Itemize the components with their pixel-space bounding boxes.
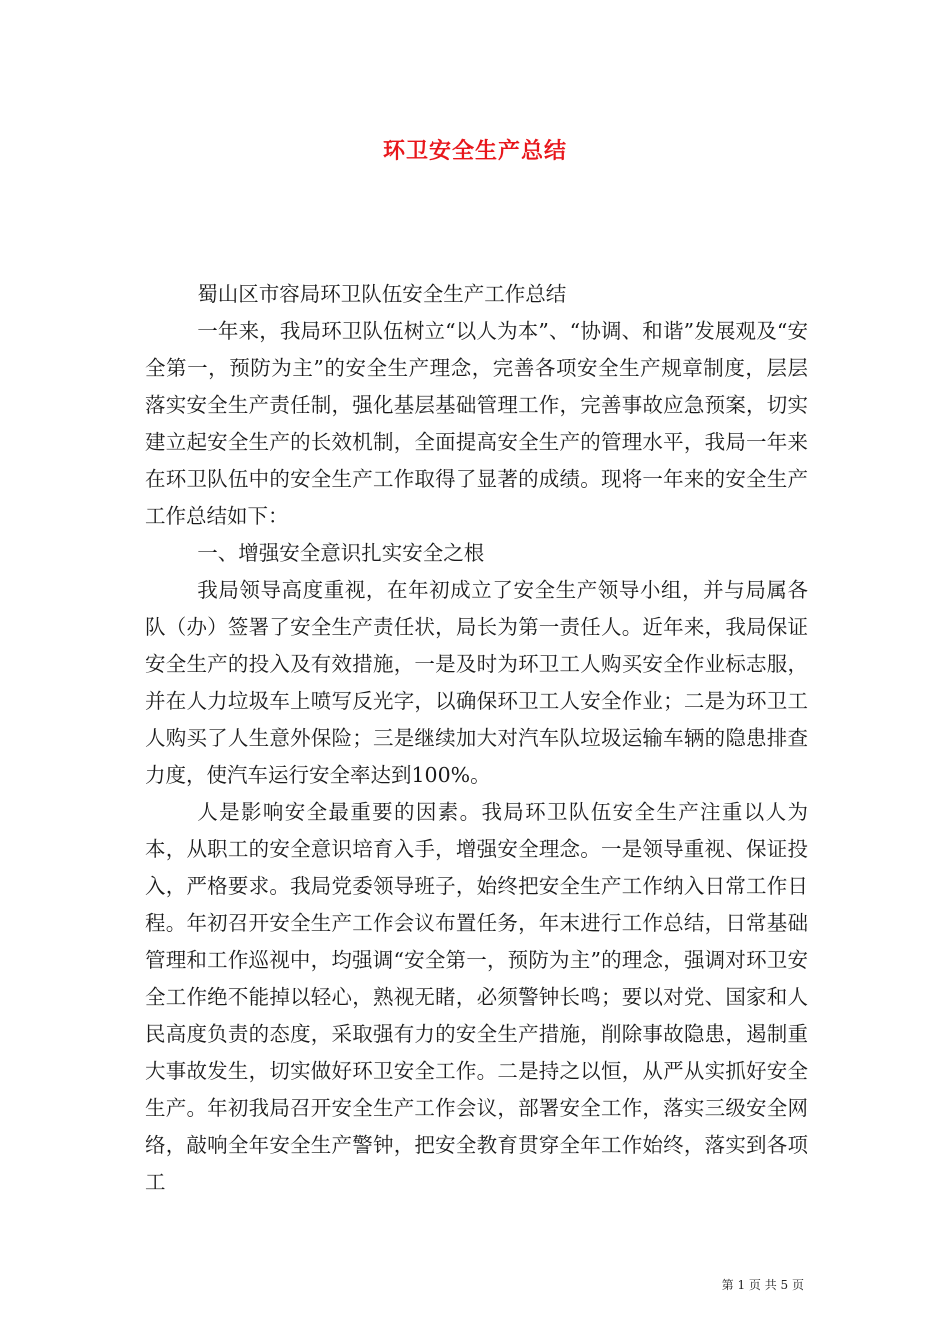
intro-paragraph: 一年来，我局环卫队伍树立“以人为本”、“协调、和谐”发展观及“安全第一，预防为主”的安全生产理念，完善各项安全生产规章制度，层层落实安全生产责任制，强化基层基础管理工作，完善事故应急预案，切实建立起安全生产的长效机制，全面提高安全生产的管理水平，我局一年来在环卫队伍中的安全生产工作取得了显著的成绩。现将一年来的安全生产工作总结如下： — [145, 319, 808, 528]
document-body — [145, 276, 808, 1201]
body-paragraph: 我局领导高度重视，在年初成立了安全生产领导小组，并与局属各队（办）签署了安全生产责任状，局长为第一责任人。近年来，我局保证安全生产的投入及有效措施，一是及时为环卫工人购买安全作业标志服，并在人力垃圾车上喷写反光字，以确保环卫工人安全作业；二是为环卫工人购买了人生意外保险；三是继续加大对汽车队垃圾运输车辆的隐患排查力度，使汽车运行安全率达到100%。 — [145, 578, 808, 787]
page-number: 第 1 页 共 5 页 — [721, 1278, 804, 1292]
document-title: 环卫安全生产总结 — [382, 138, 567, 164]
section-heading: 一、增强安全意识扎实安全之根 — [197, 541, 485, 565]
body-paragraph: 人是影响安全最重要的因素。我局环卫队伍安全生产注重以人为本，从职工的安全意识培育入手，增强安全理念。一是领导重视、保证投入，严格要求。我局党委领导班子，始终把安全生产工作纳入日常工作日程。年初召开安全生产工作会议布置任务，年末进行工作总结，日常基础管理和工作巡视中，均强调“安全第一，预防为主”的理念，强调对环卫安全工作绝不能掉以轻心，熟视无睹，必须警钟长鸣；要以对党、国家和人民高度负责的态度，采取强有力的安全生产措施，削除事故隐患，遏制重大事故发生，切实做好环卫安全工作。二是持之以恒，从严从实抓好安全生产。年初我局召开安全生产工作会议，部署安全工作，落实三级安全网络，敲响全年安全生产警钟，把安全教育贯穿全年工作始终，落实到各项工 — [145, 800, 808, 1194]
subtitle-paragraph: 蜀山区市容局环卫队伍安全生产工作总结 — [197, 282, 567, 306]
